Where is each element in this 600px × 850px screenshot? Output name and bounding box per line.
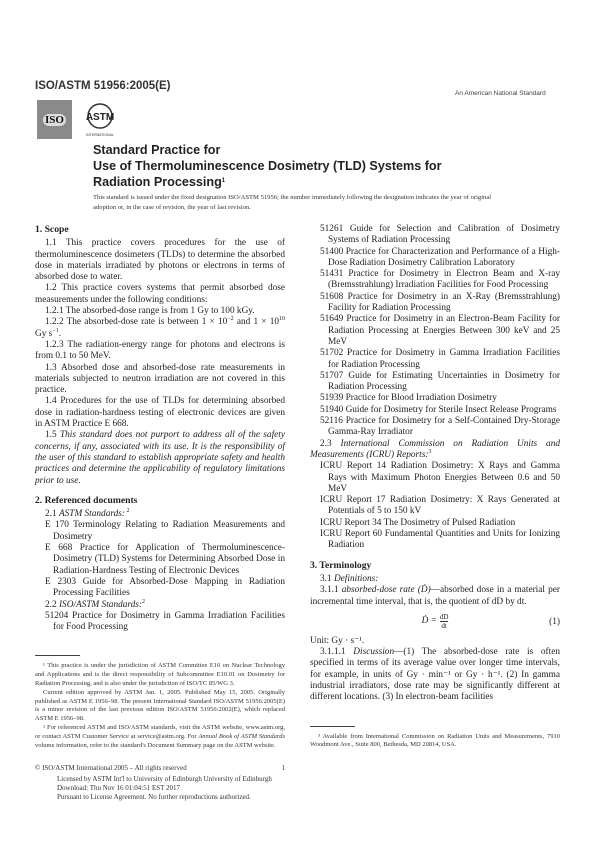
paragraph-1-3: 1.3 Absorbed dose and absorbed-dose rate measurements in materials subjected to neutron irradiation are not covered in this practice.	[35, 362, 285, 396]
right-column-wrapper	[310, 224, 560, 750]
footnote-mark[interactable]: 2	[142, 598, 146, 605]
superscript: 10	[279, 316, 285, 323]
discussion-paragraph	[310, 647, 560, 703]
paragraph-number: 2.2	[45, 599, 59, 610]
page-footer	[35, 764, 285, 802]
term: absorbed-dose rate (Ḋ)	[341, 585, 431, 596]
license-line: Licensed by ASTM Int'l to University of Edinburgh University of Edinburgh	[57, 775, 272, 784]
section-heading-referenced-documents: 2. Referenced documents	[35, 494, 138, 506]
definition-absorbed-dose-rate	[310, 585, 560, 608]
astm-logo	[84, 101, 116, 139]
footnote-mark[interactable]: 2	[124, 508, 130, 515]
left-column-wrapper	[35, 224, 285, 802]
paragraph-1-2: 1.2 This practice covers systems that permit absorbed dose measurements under the following conditions:	[35, 283, 285, 305]
reference-item: 51431 Practice for Dosimetry in Electron Beam and X-ray (Bremsstrahlung) Irradiation Facilities for Food Processing	[320, 269, 560, 291]
paragraph-1-4: 1.4 Procedures for the use of TLDs for determining absorbed dose in radiation-hardness testing of electronic devices are given in ASTM Practice E 668.	[35, 396, 285, 430]
book-title: Annual Book of ASTM Standards	[198, 732, 285, 740]
paragraph-number: 3.1.1	[320, 585, 342, 596]
label: Definitions:	[333, 573, 379, 584]
iso-logo	[37, 100, 72, 139]
standard-designation: ISO/ASTM 51956:2005(E)	[35, 80, 171, 92]
paragraph-number: 1.5	[45, 430, 60, 441]
equation-1	[310, 611, 560, 633]
footnote-divider	[310, 726, 355, 727]
footnote-1: ¹ This practice is under the jurisdiction of ASTM Committee E10 on Nuclear Technology and Applications and is the direct responsibility of Subcommittee E10.01 on Dosimetry for Radiation Processing, and is also under the jurisdiction of ISO/TC 85/WG 3.	[35, 662, 285, 687]
national-standard-label: An American National Standard	[455, 90, 546, 97]
paragraph-number: 3.1	[320, 573, 334, 584]
reference-item: 51608 Practice for Dosimetry in an X-Ray (Bremsstrahlung) Facility for Radiation Processing	[320, 291, 560, 314]
title-line-3	[93, 174, 442, 190]
copyright: © ISO/ASTM International 2005 – All rights reserved	[35, 764, 187, 773]
numerator: dD	[439, 613, 449, 622]
label: International Commission on Radiation Units and Measurements (ICRU) Reports:	[310, 438, 560, 460]
reference-item: E 668 Practice for Application of Thermoluminescence-Dosimetry (TLD) Systems for Determining Absorbed Dose in Radiation-Hardness Testing of Electronic Devices	[45, 543, 285, 576]
text: and 1 × 10	[233, 317, 279, 328]
issue-note: This standard is issued under the fixed designation ISO/ASTM 51956; the number immediately following the designation indicates the year of original adoption or, in the case of revision, the year of last revision.	[93, 194, 492, 211]
equation-lhs: Ḋ =	[421, 616, 437, 627]
license-agreement-line: Pursuant to License Agreement. No further reproductions authorized.	[57, 793, 251, 802]
text: volume information, refer to the standard's Document Summary page on the ASTM website.	[35, 741, 276, 749]
footer-row	[35, 764, 285, 773]
icru-reports-label	[310, 439, 560, 462]
paragraph-1-1: 1.1 This practice covers procedures for the use of thermoluminescence dosimeters (TLDs) to determine the absorbed dose in materials irradiated by photons or electrons in terms of absorbed dose to water.	[35, 238, 285, 283]
reference-item: E 170 Terminology Relating to Radiation Measurements and Dosimetry	[45, 520, 285, 542]
license-watermark	[35, 775, 285, 802]
superscript: −2	[227, 316, 234, 323]
iso-astm-standards-label	[35, 600, 285, 611]
paragraph-number: 2.1	[45, 509, 59, 520]
definitions-label	[310, 574, 560, 585]
astm-standards-label	[35, 509, 285, 520]
reference-item: ICRU Report 17 Radiation Dosimetry: X Rays Generated at Potentials of 5 to 150 kV	[320, 495, 560, 517]
paragraph-1-2-3: 1.2.3 The radiation-energy range for photons and electrons is from 0.1 to 50 MeV.	[35, 339, 285, 362]
svg-text:ASTM: ASTM	[85, 112, 115, 123]
title-line-2: Use of Thermoluminescence Dosimetry (TLD) Systems for	[93, 159, 442, 173]
footnotes-right	[310, 726, 560, 751]
safety-caveat: This standard does not purport to address all of the safety concerns, if any, associated with its use. It is the responsibility of the user of this standard to establish appropriate safety and health practices and determine the applicability of regulatory limitations prior to use.	[35, 430, 285, 486]
section-heading-terminology: 3. Terminology	[310, 559, 372, 571]
text: 1.2.2 The absorbed-dose rate is between 1 × 10	[45, 317, 228, 328]
footnote-divider	[35, 655, 80, 656]
title-footnote-mark[interactable]: 1	[221, 178, 226, 184]
left-column	[35, 224, 285, 633]
reference-item: E 2303 Guide for Absorbed-Dose Mapping in Radiation Processing Facilities	[45, 576, 285, 599]
label: ASTM Standards:	[58, 509, 125, 520]
paragraph-1-2-1: 1.2.1 The absorbed-dose range is from 1 Gy to 100 kGy.	[45, 306, 255, 317]
footnote-mark[interactable]: 3	[428, 448, 432, 455]
label: ISO/ASTM Standards:	[58, 599, 143, 610]
reference-item: 51939 Practice for Blood Irradiation Dosimetry	[320, 393, 497, 404]
text: Gy s	[35, 328, 53, 339]
page-number: 1	[281, 764, 285, 773]
footnote-3: ³ Available from International Commission on Radiation Units and Measurements, 7910 Woodmont Ave., Suite 800, Bethesda, MD 20814, USA.	[310, 732, 560, 749]
reference-item: 51649 Practice for Dosimetry in an Electron-Beam Facility for Radiation Processing at Energies Between 300 keV and 25 MeV	[320, 314, 560, 347]
reference-item: ICRU Report 34 The Dosimetry of Pulsed Radiation	[320, 517, 516, 528]
discussion-text: —(1) The absorbed-dose rate is often specified in terms of its average value over longer time intervals, for example, in units of Gy · min⁻¹ or Gy · h⁻¹. (2) In gamma industrial irradiators, dose rate may be significantly different at different locations. (3) In electron-beam facilities	[310, 647, 560, 703]
reference-item: 51204 Practice for Dosimetry in Gamma Irradiation Facilities for Food Processing	[45, 610, 285, 633]
definition-text: —absorbed dose in a material per incremental time interval, that is, the quotient of dD by dt.	[310, 585, 560, 607]
fraction	[440, 613, 449, 630]
unit-line: Unit: Gy · s⁻¹.	[310, 635, 365, 646]
reference-item: 51261 Guide for Selection and Calibration of Dosimetry Systems of Radiation Processing	[320, 224, 560, 246]
svg-text:INTERNATIONAL: INTERNATIONAL	[86, 133, 114, 137]
paragraph-1-2-2	[35, 317, 285, 340]
text: .	[58, 328, 62, 339]
footnote-1-edition: Current edition approved by ASTM Jan. 1, 2005. Published May 15, 2005. Originally published as ASTM E 1956–98. The present International Standard ISO/ASTM 51956:2005(E) is a minor revision of the last previous edition ISO/ASTM 51956:2002(E), which replaced ASTM E 1956–98.	[35, 688, 285, 723]
reference-item: ICRU Report 60 Fundamental Quantities and Units for Ionizing Radiation	[320, 529, 560, 551]
equation-number: (1)	[549, 616, 560, 627]
title-line-1: Standard Practice for	[93, 143, 221, 157]
paragraph-number: 2.3	[320, 438, 341, 449]
denominator: dt	[441, 622, 447, 631]
reference-item: 51400 Practice for Characterization and Performance of a High-Dose Radiation Dosimetry Calibration Laboratory	[320, 246, 560, 268]
iso-logo-text: ISO	[45, 113, 64, 126]
section-heading-scope: 1. Scope	[35, 224, 69, 235]
label: Discussion	[353, 647, 395, 658]
download-line: Download: Thu Nov 16 01:04:51 EST 2017	[57, 784, 181, 793]
paragraph-1-5	[35, 430, 285, 486]
right-column	[310, 224, 560, 704]
paragraph-number: 3.1.1.1	[320, 647, 354, 658]
reference-item: 52116 Practice for Dosimetry for a Self-Contained Dry-Storage Gamma-Ray Irradiator	[320, 416, 560, 438]
footnotes-left	[35, 655, 285, 750]
reference-item: 51940 Guide for Dosimetry for Sterile Insect Release Programs	[320, 404, 557, 415]
document-title	[93, 142, 442, 190]
reference-item: 51707 Guide for Estimating Uncertainties in Dosimetry for Radiation Processing	[320, 370, 560, 393]
reference-item: 51702 Practice for Dosimetry in Gamma Irradiation Facilities for Radiation Processing	[320, 348, 560, 370]
text: ² For referenced ASTM and ISO/ASTM standards, visit the ASTM website, www.astm.org, or contact ASTM Customer Service at service@astm.org. For	[35, 723, 285, 740]
title-line-3-text: Radiation Processing	[93, 175, 222, 189]
superscript: −1	[52, 327, 59, 334]
reference-item: ICRU Report 14 Radiation Dosimetry: X Rays and Gamma Rays with Maximum Photon Energies Between 0.6 and 50 MeV	[320, 461, 560, 494]
footnote-2	[35, 724, 285, 750]
